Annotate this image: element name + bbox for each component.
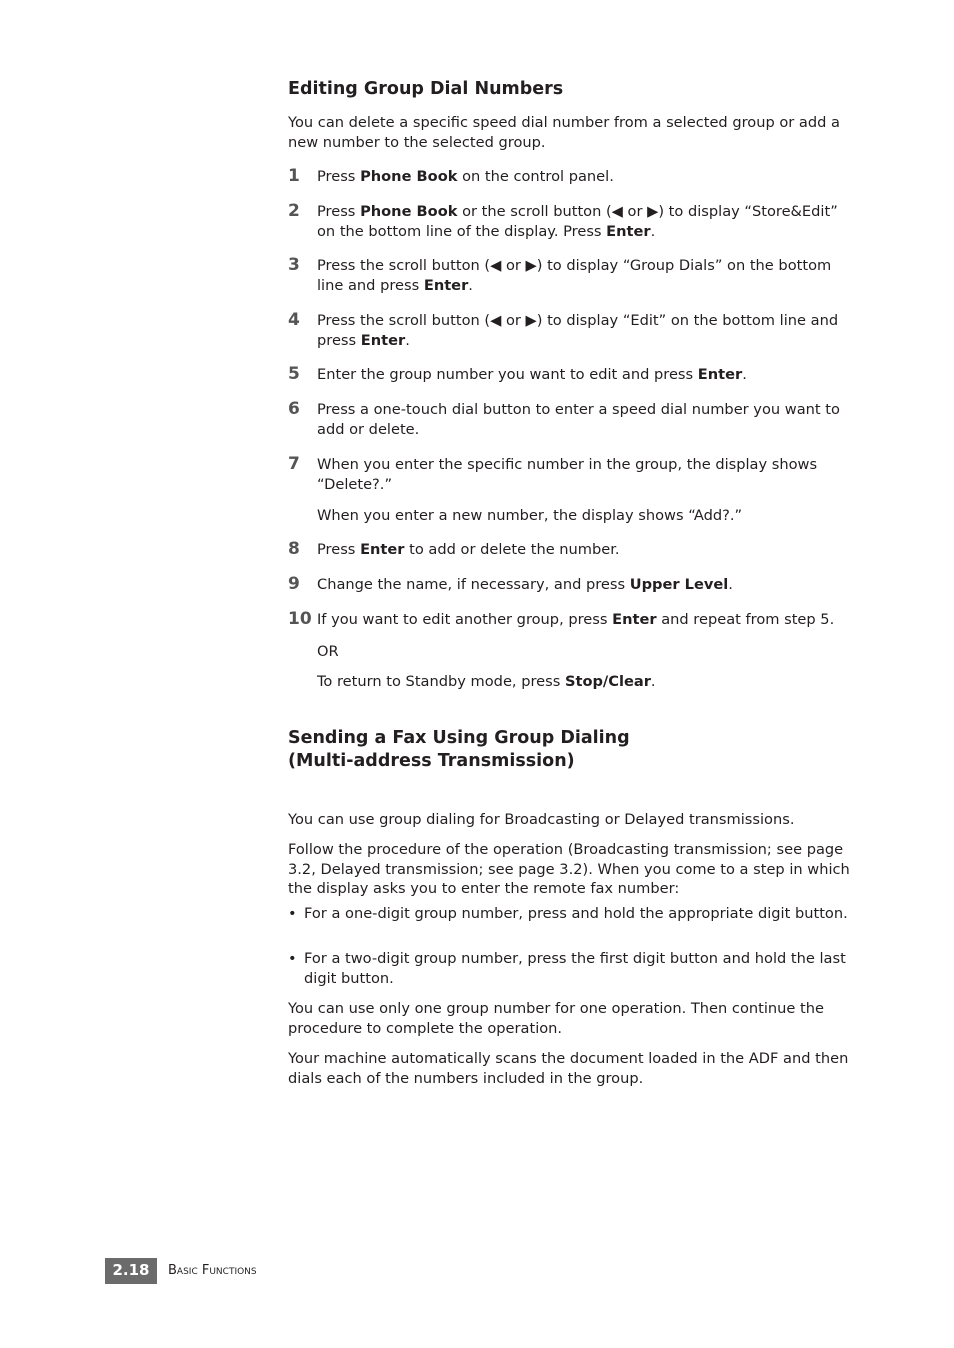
step-8 (288, 540, 853, 560)
section-heading-group-dialing (288, 727, 630, 773)
step-1 (288, 167, 853, 187)
chapter-title: Basic Functions (168, 1263, 257, 1278)
step-number: 7 (288, 454, 300, 474)
intro-paragraph: You can delete a specific speed dial number from a selected group or add a new number to the selected group. (288, 114, 840, 151)
step-number: 5 (288, 364, 300, 384)
standby-instruction: To return to Standby mode, press Stop/Clear. (317, 673, 656, 690)
heading-line-2: (Multi-address Transmission) (288, 751, 575, 771)
step-7 (288, 455, 853, 495)
paragraph-2: Follow the procedure of the operation (Broadcasting transmission; see page 3.2, Delayed transmission; see page 3.2). When you come to a step in which the display asks you to enter the remote fax number: (288, 841, 850, 898)
step-number: 2 (288, 201, 300, 221)
bullet-icon: • (288, 905, 297, 922)
step-number: 10 (288, 609, 312, 629)
step-7-note: When you enter a new number, the display shows “Add?.” (317, 507, 743, 524)
step-text: When you enter the specific number in the group, the display shows “Delete?.” (317, 456, 818, 493)
step-text: Press Phone Book or the scroll button (◀ or ▶) to display “Store&Edit” on the bottom line of the display. Press Enter. (317, 203, 838, 240)
heading-line-1: Sending a Fax Using Group Dialing (288, 728, 630, 748)
step-4 (288, 311, 853, 351)
step-number: 9 (288, 574, 300, 594)
or-text: OR (317, 643, 339, 660)
step-number: 1 (288, 166, 300, 186)
bullet-text: For a two-digit group number, press the first digit button and hold the last digit button. (304, 950, 846, 987)
step-10 (288, 610, 853, 630)
step-2 (288, 202, 853, 242)
step-text: Press the scroll button (◀ or ▶) to display “Edit” on the bottom line and press Enter. (317, 312, 839, 349)
paragraph-1: You can use group dialing for Broadcasting or Delayed transmissions. (288, 811, 795, 828)
bullet-text: For a one-digit group number, press and hold the appropriate digit button. (304, 905, 848, 922)
step-number: 8 (288, 539, 300, 559)
step-6 (288, 400, 853, 440)
page-number: 2.18 (105, 1258, 157, 1284)
bullet-icon: • (288, 950, 297, 967)
step-text: Press a one-touch dial button to enter a speed dial number you want to add or delete. (317, 401, 840, 438)
step-number: 3 (288, 255, 300, 275)
step-text: Press Enter to add or delete the number. (317, 541, 620, 558)
step-number: 4 (288, 310, 300, 330)
paragraph-4: Your machine automatically scans the document loaded in the ADF and then dials each of the numbers included in the group. (288, 1050, 849, 1087)
step-3 (288, 256, 853, 296)
step-text: Press the scroll button (◀ or ▶) to display “Group Dials” on the bottom line and press Enter. (317, 257, 832, 294)
step-number: 6 (288, 399, 300, 419)
bullet-item (288, 949, 853, 988)
step-text: If you want to edit another group, press Enter and repeat from step 5. (317, 611, 835, 628)
step-text: Enter the group number you want to edit and press Enter. (317, 366, 747, 383)
step-5 (288, 365, 853, 385)
section-heading-editing-group: Editing Group Dial Numbers (288, 79, 564, 99)
bullet-item (288, 904, 853, 924)
step-text: Change the name, if necessary, and press Upper Level. (317, 576, 733, 593)
step-text: Press Phone Book on the control panel. (317, 168, 614, 185)
step-9 (288, 575, 853, 595)
paragraph-3: You can use only one group number for one operation. Then continue the procedure to complete the operation. (288, 1000, 824, 1037)
